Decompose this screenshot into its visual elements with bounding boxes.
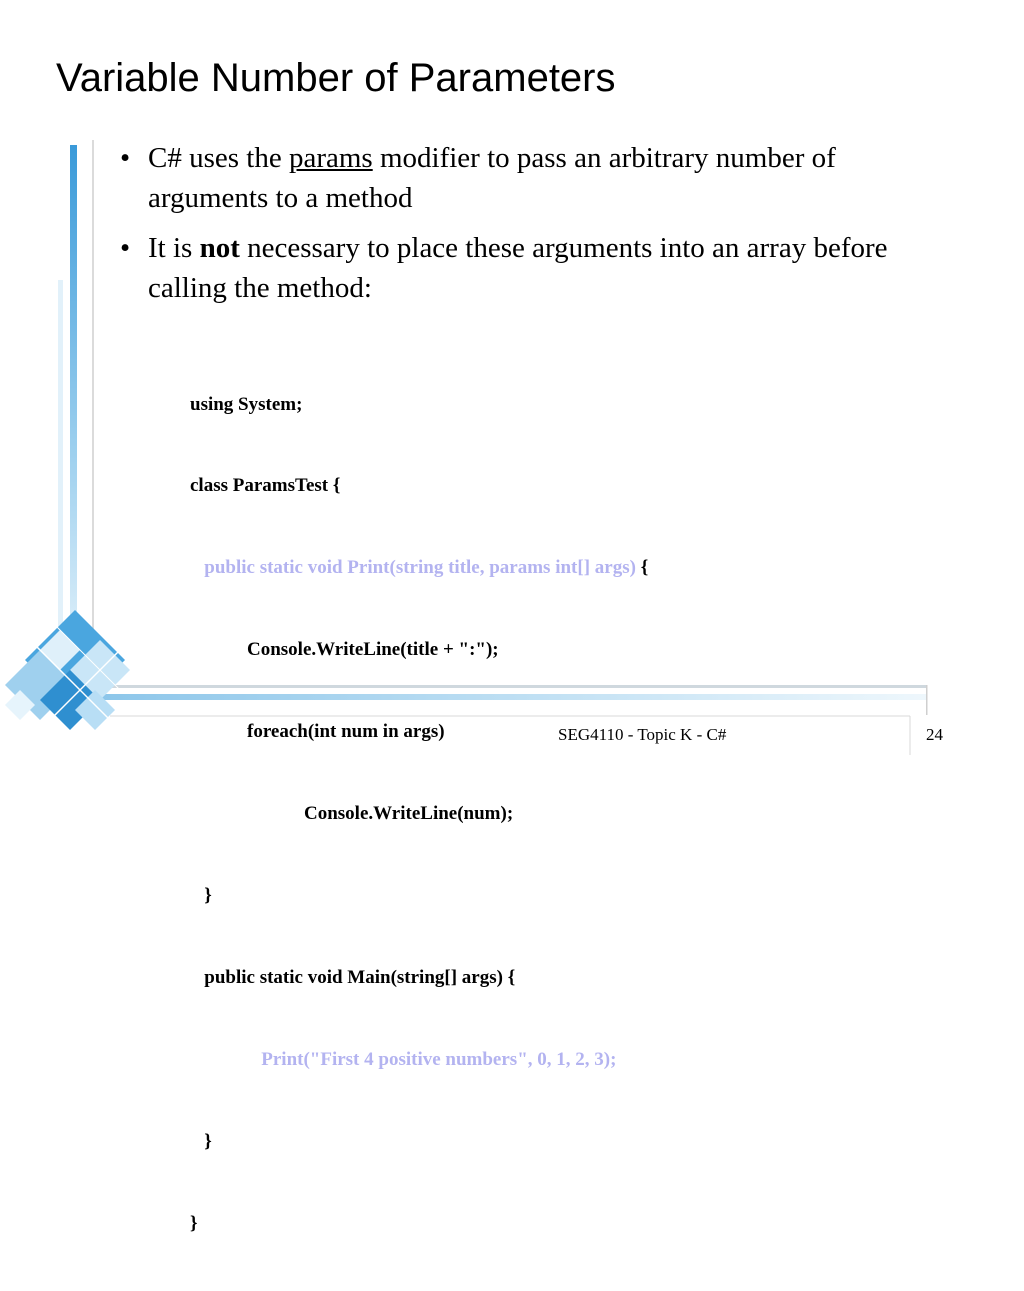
bullet-list	[120, 138, 940, 318]
code-line: foreach(int num in args)	[190, 721, 445, 743]
bullet-text: modifier to pass an arbitrary number of arguments to a method	[148, 142, 836, 214]
page-number: 24	[926, 725, 943, 744]
code-indent	[190, 557, 204, 578]
params-keyword: params	[288, 142, 373, 174]
bullet-marker: •	[120, 142, 131, 174]
code-highlight: public static void Print(string title, params int[] args)	[204, 557, 636, 579]
bullet-text: C# uses the	[148, 142, 289, 174]
code-line: Console.WriteLine(title + ":");	[190, 639, 499, 661]
code-line: }	[190, 1130, 212, 1152]
code-line: using System;	[190, 393, 303, 415]
slide-title: Variable Number of Parameters	[56, 56, 616, 100]
diamond-motif-icon	[5, 610, 130, 740]
bullet-text: necessary to place these arguments into an array before calling the method:	[148, 232, 888, 304]
code-line	[190, 554, 648, 581]
bullet-item	[120, 138, 940, 218]
bullet-text: It is	[148, 232, 200, 264]
code-line: }	[190, 884, 212, 906]
not-emphasis: not	[199, 232, 240, 264]
code-line: }	[190, 1212, 198, 1234]
code-block	[190, 336, 648, 1291]
code-line: public static void Main(string[] args) {	[190, 966, 516, 988]
bullet-marker: •	[120, 232, 131, 264]
bullet-item	[120, 228, 940, 308]
slide-footer: SEG4110 - Topic K - C#	[558, 725, 727, 744]
code-line: class ParamsTest {	[190, 475, 341, 497]
code-indent	[190, 1049, 261, 1070]
code-line	[190, 1046, 648, 1073]
code-highlight: Print("First 4 positive numbers", 0, 1, 2, 3);	[261, 1048, 617, 1070]
code-text: {	[635, 557, 649, 579]
code-line: Console.WriteLine(num);	[190, 803, 514, 825]
